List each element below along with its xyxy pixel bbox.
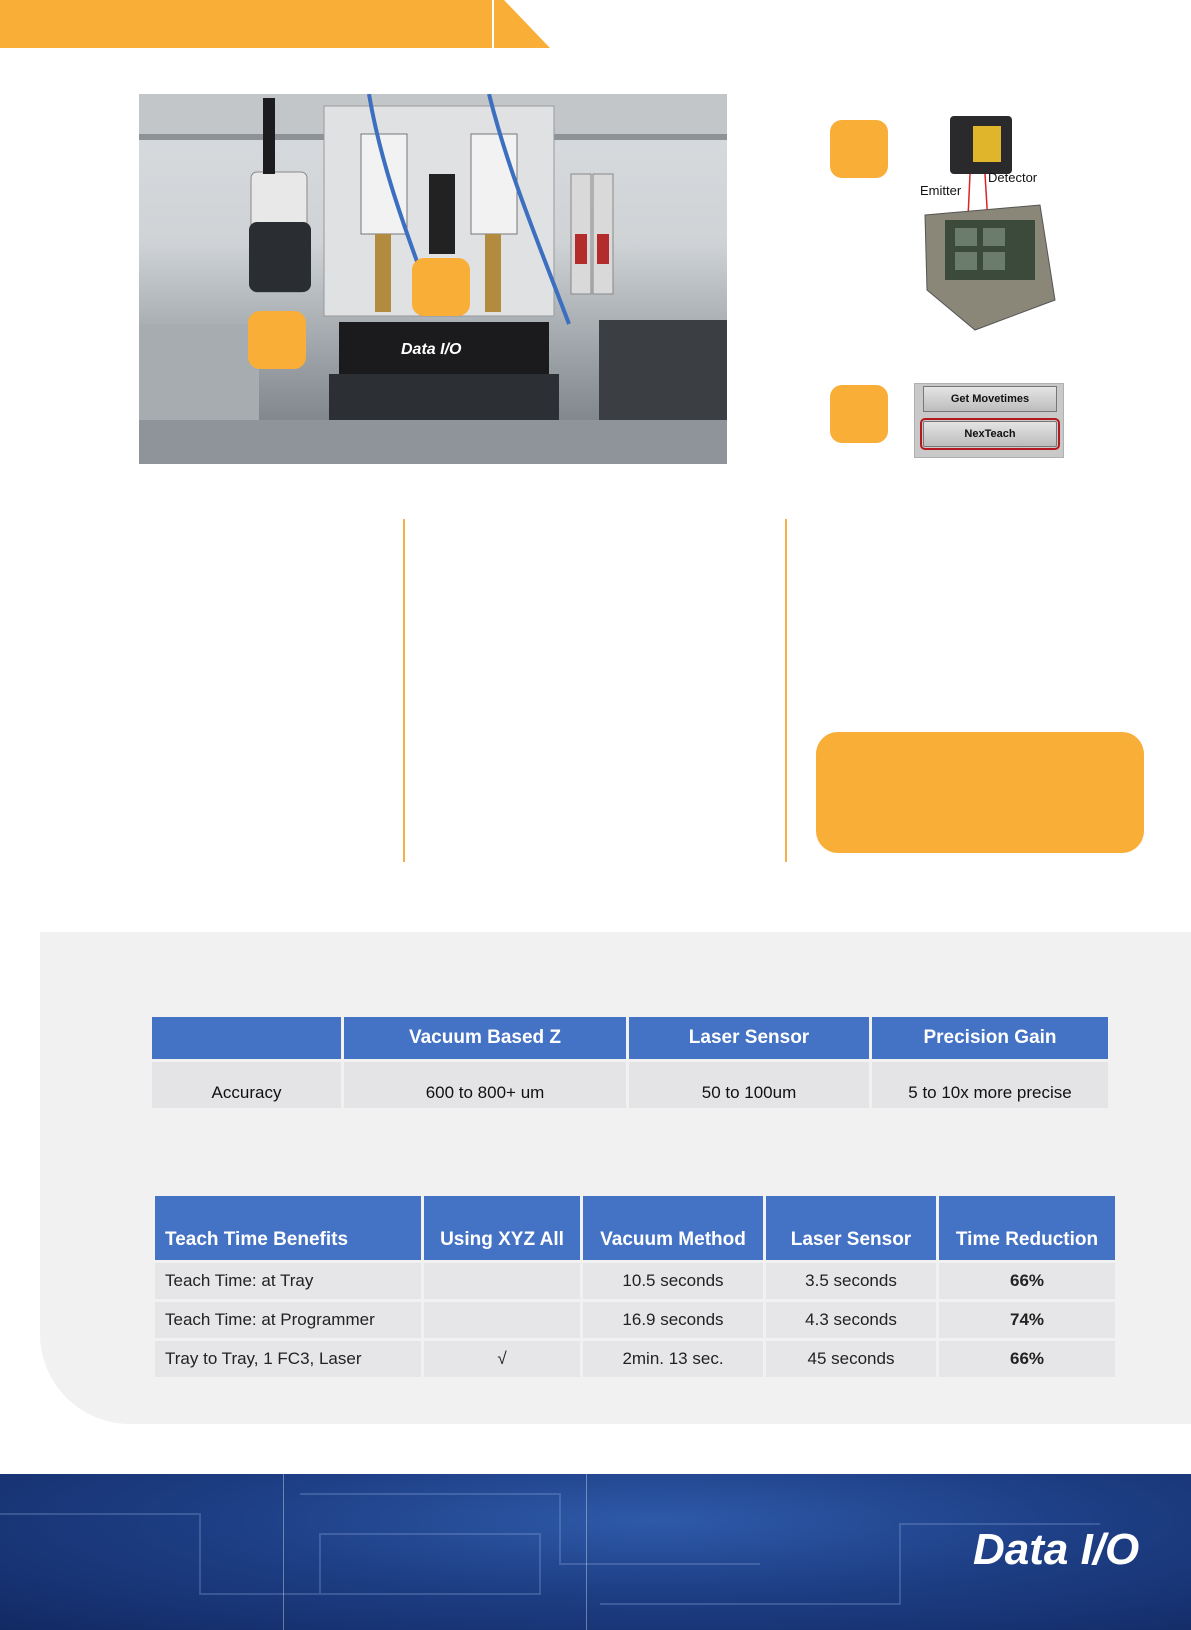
footer-divider-1: [283, 1474, 284, 1630]
accuracy-comparison-table: [149, 1014, 1111, 1111]
callout-marker-laser-diagram: [830, 120, 888, 178]
table-header-cell: [152, 1017, 341, 1059]
table-cell: Tray to Tray, 1 FC3, Laser: [155, 1341, 421, 1377]
socket-brand-label: Data I/O: [401, 341, 462, 358]
table-row: [152, 1062, 1108, 1108]
table-cell: 74%: [939, 1302, 1115, 1338]
callout-marker-sensor: [412, 258, 470, 316]
table-cell: Teach Time: at Programmer: [155, 1302, 421, 1338]
table-cell: 3.5 seconds: [766, 1263, 936, 1299]
callout-marker-camera: [248, 311, 306, 369]
table-cell: Accuracy: [152, 1062, 341, 1108]
nexteach-button[interactable]: NexTeach: [923, 421, 1057, 447]
table-row: [155, 1302, 1115, 1338]
table-header-cell: Vacuum Based Z: [344, 1017, 626, 1059]
table-cell: √: [424, 1341, 580, 1377]
table-cell: 66%: [939, 1263, 1115, 1299]
table-cell: Teach Time: at Tray: [155, 1263, 421, 1299]
top-banner: [0, 0, 550, 48]
teach-time-table: [152, 1193, 1118, 1380]
handler-machine-photo: [139, 94, 727, 464]
table-header-row: [155, 1196, 1115, 1260]
table-cell: 45 seconds: [766, 1341, 936, 1377]
table-header-cell: Laser Sensor: [766, 1196, 936, 1260]
table-row: [155, 1341, 1115, 1377]
table-header-cell: Using XYZ All: [424, 1196, 580, 1260]
table-header-cell: Vacuum Method: [583, 1196, 763, 1260]
table-cell: 16.9 seconds: [583, 1302, 763, 1338]
table-header-cell: Time Reduction: [939, 1196, 1115, 1260]
table-cell: 5 to 10x more precise: [872, 1062, 1108, 1108]
table-cell: [424, 1263, 580, 1299]
get-movetimes-button[interactable]: Get Movetimes: [923, 386, 1057, 412]
column-divider-2: [785, 519, 787, 862]
detector-label: Detector: [988, 170, 1038, 185]
table-row: [155, 1263, 1115, 1299]
table-cell: 10.5 seconds: [583, 1263, 763, 1299]
column-divider-1: [403, 519, 405, 862]
table-cell: 4.3 seconds: [766, 1302, 936, 1338]
table-header-cell: Precision Gain: [872, 1017, 1108, 1059]
highlight-box: [816, 732, 1144, 853]
table-cell: 66%: [939, 1341, 1115, 1377]
table-cell: 600 to 800+ um: [344, 1062, 626, 1108]
emitter-label: Emitter: [920, 183, 962, 198]
footer-banner: [0, 1474, 1191, 1630]
table-header-row: [152, 1017, 1108, 1059]
footer-divider-2: [586, 1474, 587, 1630]
table-cell: 50 to 100um: [629, 1062, 869, 1108]
software-button-panel: [914, 383, 1064, 458]
table-header-cell: Laser Sensor: [629, 1017, 869, 1059]
table-cell: 2min. 13 sec.: [583, 1341, 763, 1377]
table-header-cell: Teach Time Benefits: [155, 1196, 421, 1260]
callout-marker-nexteach: [830, 385, 888, 443]
table-cell: [424, 1302, 580, 1338]
laser-sensor-diagram: [915, 110, 1065, 340]
data-io-logo: [971, 1516, 1161, 1586]
footer-logo-text: Data I/O: [973, 1525, 1140, 1574]
